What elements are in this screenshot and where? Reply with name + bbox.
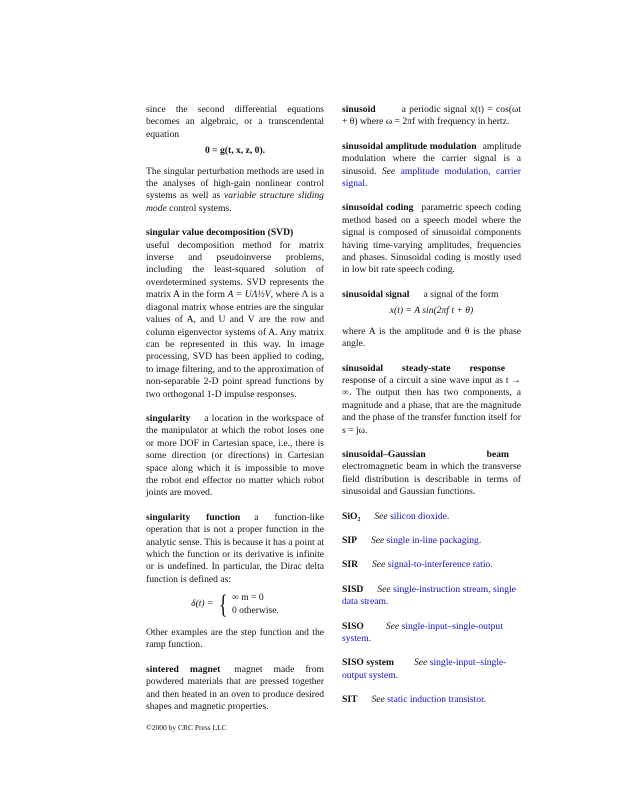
ref-link[interactable]: silicon dioxide.: [390, 510, 450, 522]
dirac-delta-equation: [146, 589, 324, 619]
intro-after-b: control systems.: [166, 202, 232, 214]
def-sintered-magnet: magnet made from powdered materials that are pressed together and then heated in an oven to produce desired shapes and magnetic properties.: [146, 663, 325, 713]
ref-term: SIR: [342, 559, 358, 571]
def-sinusoid: a periodic signal x(t) = cos(ωt + θ) where ω = 2πf with frequency in hertz.: [342, 104, 521, 128]
ref-see: See: [413, 657, 428, 669]
entry-steady-state: [342, 363, 521, 437]
term-sintered-magnet: sintered magnet: [146, 663, 221, 675]
entry-sinusoidal-gaussian: [342, 449, 521, 499]
def-svd-a: useful decomposition method for matrix inverse and pseudoinverse problems, including the least-squared solution of overdetermined systems. SVD represents the matrix A in the form: [146, 239, 324, 301]
delta-lhs: δ(t) =: [191, 598, 214, 610]
sam-link[interactable]: amplitude modulation, carrier signal.: [342, 165, 521, 190]
entry-sintered-magnet: [146, 664, 324, 714]
delta-case-1: ∞ m = 0: [231, 592, 264, 604]
ref-siso: [342, 621, 521, 646]
term-singularity-function: singularity function: [146, 511, 241, 523]
entry-sinusoidal-signal: [342, 289, 521, 351]
ref-link[interactable]: static induction transistor.: [387, 694, 487, 706]
ref-sip: [342, 535, 521, 547]
term-sam: sinusoidal amplitude modulation: [342, 140, 477, 152]
intro-text: since the second differential equations becomes an algebraic, or a transcendental equation: [146, 104, 324, 140]
ref-see: See: [371, 694, 385, 706]
copyright-footer: ©2000 by CRC Press LLC: [146, 723, 227, 732]
svd-formula: A = UΛ½V: [227, 289, 271, 301]
ref-sio2: [342, 511, 521, 523]
entry-sam: [342, 141, 521, 191]
ref-sisd: [342, 584, 521, 609]
def-svd-b: , where Λ is a diagonal matrix whose entries are the singular values of A, and U and V are the row and column eigenvector systems of A. Any matrix can be represented in this way. In image processing, SVD has been applied to coding, to image filtering, and to the approximation of non-separable 2-D point spread functions by two orthogonal 1-D impulse responses.: [146, 289, 324, 400]
ref-see: See: [374, 510, 388, 522]
ref-link[interactable]: single-input–single-output system.: [342, 657, 507, 681]
def-steady-state: response of a circuit a sine wave input as t → ∞. The output then has two components, a magnitude and a phase, that are the magnitude and the phase of the transfer function itself for s = jω.: [342, 374, 521, 436]
ref-siso-system: [342, 657, 521, 682]
sam-see: See: [381, 165, 396, 177]
ref-see: See: [370, 534, 385, 546]
left-column: [146, 104, 324, 725]
right-column: [342, 104, 521, 719]
ref-see: See: [385, 620, 400, 632]
def-sinusoidal-signal: a signal of the form: [423, 288, 499, 300]
ref-see: See: [372, 559, 386, 571]
sinusoidal-signal-after: where A is the amplitude and θ is the phase angle.: [342, 325, 521, 350]
ref-term: SiO₂: [342, 510, 361, 522]
ref-see: See: [377, 583, 391, 595]
singularity-function-after: Other examples are the step function and the ramp function.: [146, 627, 324, 651]
term-sinusoidal-signal: sinusoidal signal: [342, 288, 410, 300]
term-svd: singular value decomposition (SVD): [146, 227, 294, 239]
ref-sir: [342, 559, 521, 571]
delta-cases: [232, 592, 279, 617]
ref-term: SISO system: [342, 657, 394, 669]
sinusoidal-signal-equation: x(t) = A sin(2πf t + θ): [389, 305, 474, 317]
ref-link[interactable]: signal-to-interference ratio.: [387, 559, 493, 571]
ref-term: SISD: [342, 583, 364, 595]
intro-after: [146, 166, 324, 216]
entry-svd: [146, 227, 324, 401]
term-sinusoidal-coding: sinusoidal coding: [342, 202, 414, 214]
term-singularity: singularity: [146, 412, 191, 424]
entry-singularity: [146, 413, 324, 500]
ref-link[interactable]: single-instruction stream, single data stream.: [342, 583, 516, 608]
ref-term: SIP: [342, 534, 357, 546]
ref-sit: [342, 694, 521, 706]
def-singularity-function: a function-like operation that is not a proper function in the analytic sense. This is because it has a point at which the function or its derivative is infinite or is undefined. In particular, the Dirac delta function is defined as:: [146, 511, 324, 585]
def-singularity: a location in the workspace of the manipulator at which the robot loses one or more DOF in Cartesian space, i.e., there is some direction (or directions) in Cartesian space along which it is impossible to move the robot end effector no matter which robot joints are moved.: [146, 412, 324, 499]
delta-case-2: 0 otherwise.: [231, 604, 279, 616]
term-sinusoidal-gaussian: sinusoidal–Gaussian beam: [342, 448, 509, 460]
intro-after-em: variable structure sliding mode: [146, 190, 324, 214]
def-sinusoidal-gaussian: electromagnetic beam in which the transverse field distribution is describable in terms of sinusoidal and Gaussian functions.: [342, 461, 521, 498]
ref-term: SISO: [342, 620, 364, 632]
term-steady-state: sinusoidal steady-state response: [342, 362, 505, 374]
term-sinusoid: sinusoid: [342, 104, 376, 115]
entry-singularity-function: [146, 512, 324, 652]
intro-after-a: The singular perturbation methods are used in the analyses of high-gain nonlinear control systems as well as: [146, 165, 324, 202]
ref-term: SIT: [342, 694, 358, 706]
ref-link[interactable]: single-input–single-output system.: [342, 620, 503, 644]
entry-sinusoid: [342, 104, 521, 129]
def-sam: amplitude modulation where the carrier signal is a sinusoid.: [342, 140, 521, 177]
entry-sinusoidal-coding: [342, 202, 521, 276]
def-sinusoidal-coding: parametric speech coding method based on a speech model where the signal is composed of sinusoidal components having time-varying amplitudes, frequencies and phases. Sinusoidal coding is mostly used in low bit rate speech coding.: [342, 202, 521, 276]
intro-entry: [146, 104, 324, 215]
ref-link[interactable]: single in-line packaging.: [386, 534, 482, 546]
left-brace-icon: {: [218, 589, 228, 619]
intro-equation: 0 = g(t, x, z, 0).: [204, 145, 266, 157]
